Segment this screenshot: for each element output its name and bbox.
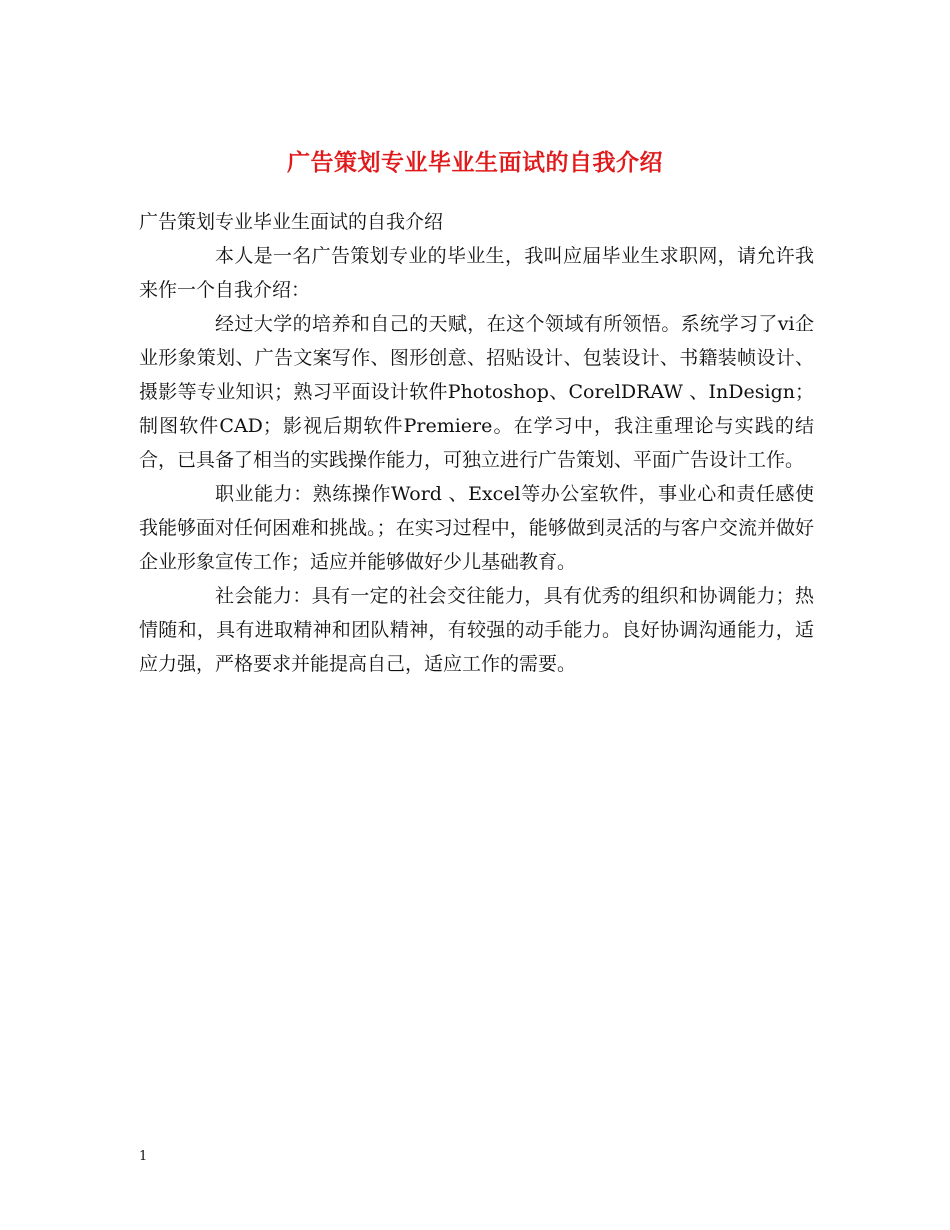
document-body	[139, 205, 814, 681]
document-subtitle: 广告策划专业毕业生面试的自我介绍	[139, 211, 444, 233]
paragraph-professional-ability: 职业能力：熟练操作Word 、Excel等办公室软件，事业心和责任感使我能够面对任何困难和挑战。；在实习过程中，能够做到灵活的与客户交流并做好企业形象宣传工作；适应并能够做好少儿基础教育。	[139, 483, 814, 573]
paragraph-social-ability: 社会能力：具有一定的社会交往能力，具有优秀的组织和协调能力；热情随和，具有进取精神和团队精神，有较强的动手能力。良好协调沟通能力，适应力强，严格要求并能提高自己，适应工作的需要。	[139, 585, 814, 675]
page-number: 1	[139, 1149, 148, 1164]
paragraph-education: 经过大学的培养和自己的天赋，在这个领域有所领悟。系统学习了vi企业形象策划、广告文案写作、图形创意、招贴设计、包装设计、书籍装帧设计、摄影等专业知识；熟习平面设计软件Photoshop、CorelDRAW 、InDesign；制图软件CAD；影视后期软件Premiere。在学习中，我注重理论与实践的结合，已具备了相当的实践操作能力，可独立进行广告策划、平面广告设计工作。	[139, 313, 814, 471]
document-title: 广告策划专业毕业生面试的自我介绍	[287, 149, 663, 177]
paragraph-introduction: 本人是一名广告策划专业的毕业生，我叫应届毕业生求职网，请允许我来作一个自我介绍：	[139, 245, 814, 301]
